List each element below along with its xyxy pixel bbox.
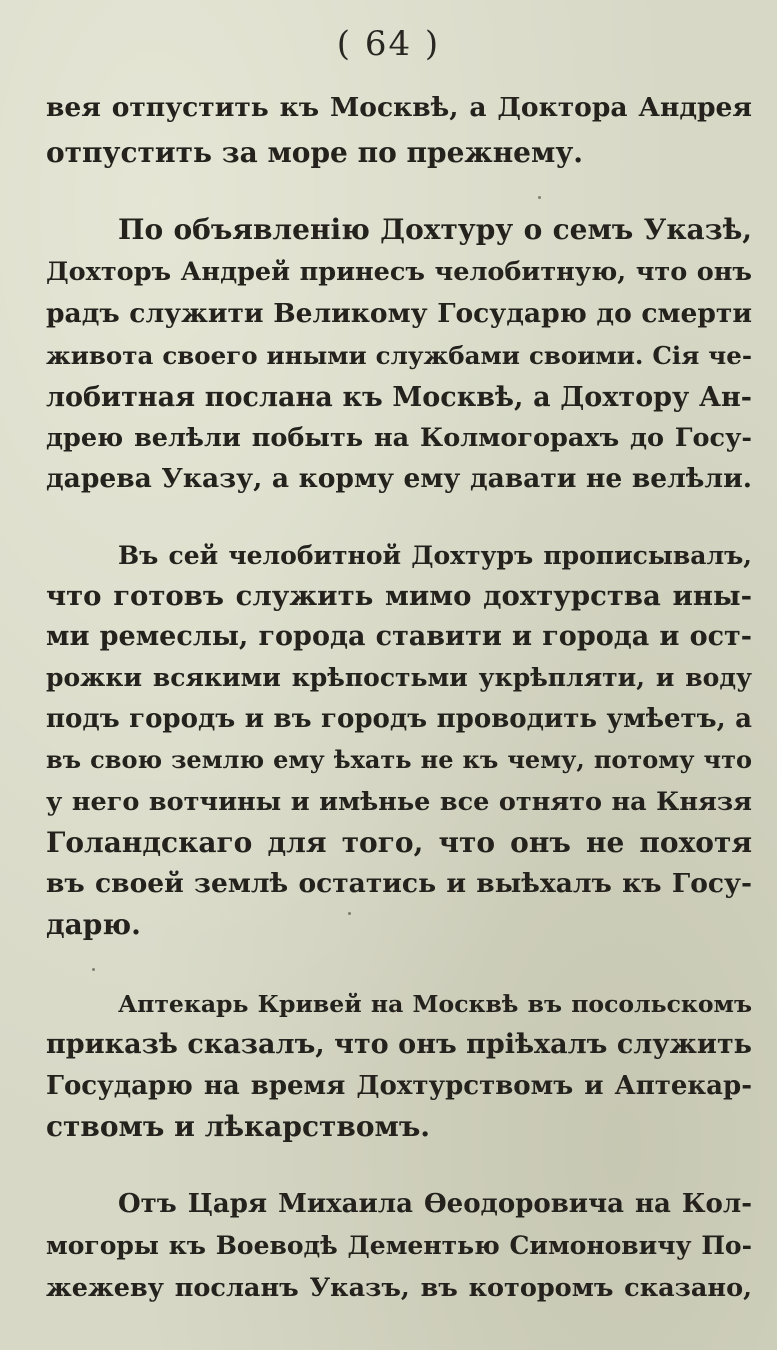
text-line: подъ городъ и въ городъ проводить умѣетъ, а (46, 704, 752, 734)
text-line: дарева Указу, а корму ему давати не велѣли. (46, 463, 752, 494)
paper-speck (538, 196, 541, 199)
text-line: ствомъ и лѣкарствомъ. (46, 1110, 431, 1143)
text-line: По объявленію Дохтуру о семъ Указѣ, (118, 213, 752, 246)
paper-speck (348, 912, 351, 915)
page-number: ( 64 ) (336, 24, 441, 64)
text-line: Государю на время Дохтурствомъ и Аптекар- (46, 1071, 752, 1101)
text-line: Въ сей челобитной Дохтуръ прописывалъ, (118, 541, 752, 570)
text-line: отпустить за море по прежнему. (46, 136, 583, 169)
text-line: Голандскаго для того, что онъ не похотя (46, 826, 752, 859)
text-line: приказѣ сказалъ, что онъ пріѣхалъ служить (46, 1029, 752, 1060)
text-line: Отъ Царя Михаила Ѳеодоровича на Кол- (118, 1189, 752, 1219)
text-line: лобитная послана къ Москвѣ, а Дохтору Ан- (46, 382, 752, 413)
text-line: жежеву посланъ Указъ, въ которомъ сказано, (46, 1273, 752, 1303)
text-line: дарю. (46, 908, 141, 941)
text-line: рожки всякими крѣпостьми укрѣпляти, и воду (46, 663, 752, 692)
text-line: живота своего иными службами своими. Сія че- (46, 341, 752, 370)
text-line: въ свою землю ему ѣхать не къ чему, потому что (46, 745, 752, 774)
text-line: вея отпустить къ Москвѣ, а Доктора Андрея (46, 92, 752, 123)
text-line: дрею велѣли побыть на Колмогорахъ до Госу- (46, 423, 752, 453)
text-line: Дохторъ Андрей принесъ челобитную, что онъ (46, 257, 752, 287)
text-line: Аптекарь Кривей на Москвѣ въ посольскомъ (118, 990, 752, 1018)
paper-speck (92, 968, 95, 971)
text-line: могоры къ Воеводѣ Дементью Симоновичу По- (46, 1231, 752, 1260)
text-line: у него вотчины и имѣнье все отнято на Князя (46, 787, 752, 817)
text-line: что готовъ служить мимо дохтурства ины- (46, 580, 752, 612)
text-line: ми ремеслы, города ставити и города и ост- (46, 621, 752, 652)
text-line: радъ служити Великому Государю до смерти (46, 298, 752, 329)
text-line: въ своей землѣ остатись и выѣхалъ къ Госу- (46, 868, 752, 899)
